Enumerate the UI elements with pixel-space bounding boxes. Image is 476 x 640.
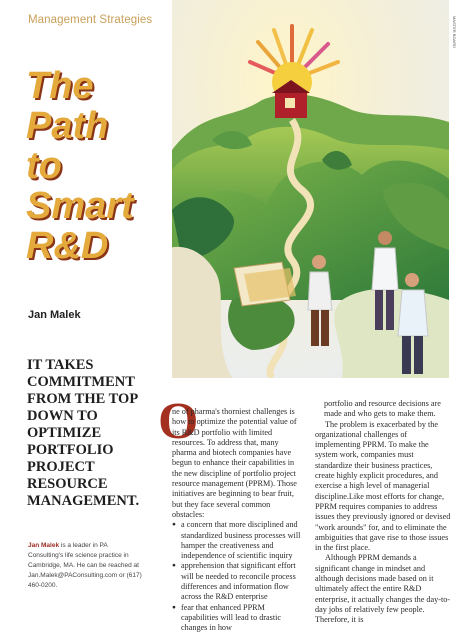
paragraph: ne of pharma's thorniest challenges is how to optimize the potential value of its R&D portfolio with limited resources. To address that, many pharma and biotech companies have begun to enhance their capabilities in the new discipline of portfolio project resource management (PPRM). Those initiatives are beginning to bear fruit, but they face several common obstacles:: [172, 407, 297, 519]
author-bio: [28, 541, 144, 591]
list-item: ● a concern that more disciplined and standardized business processes will hamper the creativeness and independence of scientific inquiry: [172, 520, 304, 561]
bio-name: Jan Malek: [28, 542, 60, 549]
author-byline: Jan Malek: [28, 309, 81, 321]
title-line: Smart: [26, 185, 134, 227]
bio-text: is a leader in PA Consulting's life science practice in Cambridge, MA. He can be reached at Jan.Malek@PAConsulting.com or (617) 460-0200.: [28, 542, 142, 589]
pull-quote: IT TAKES COMMITMENT FROM THE TOP DOWN TO OPTIMIZE PORTFOLIO PROJECT RESOURCE MANAGEMENT.: [27, 357, 140, 509]
paragraph: portfolio and resource decisions are made and who gets to make them.: [324, 399, 441, 419]
paragraph: The problem is exacerbated by the organizational challenges of implementing PPRM. To make the system work, companies must standardize their business practices, create highly explicit procedures, and exercise a high level of managerial discipline.Like most efforts for change, PPRM requires companies to address issues they previously ignored or devised "work arounds" for, and to eliminate the ambiguities that gave rise to those issues in the first place.: [315, 419, 451, 553]
title-line: to: [26, 145, 62, 187]
title-line: Path: [26, 105, 109, 147]
paragraph: Although PPRM demands a significant change in mindset and although decisions made based on it ultimately affect the entire R&D enterprise, it actually changes the day-to-day jobs of relatively few people. Therefore, it is: [315, 553, 451, 625]
article-title: [26, 66, 134, 266]
body-column-1: [172, 407, 304, 634]
title-line: R&D: [26, 225, 109, 267]
document-sheets: [234, 262, 296, 306]
body-column-2: [315, 399, 451, 626]
list-item: ● apprehension that significant effort will be needed to reconcile process differences and information flow across the R&D enterprise: [172, 561, 304, 602]
title-line: The: [26, 65, 94, 107]
list-item: ● fear that enhanced PPRM capabilities will lead to drastic changes in how: [172, 603, 304, 634]
drop-cap: O: [158, 393, 199, 450]
obstacles-list: [172, 520, 304, 633]
art-credit: MASTER BOARD: [452, 16, 457, 49]
hero-illustration: [172, 0, 449, 378]
section-label: Management Strategies: [28, 14, 153, 26]
